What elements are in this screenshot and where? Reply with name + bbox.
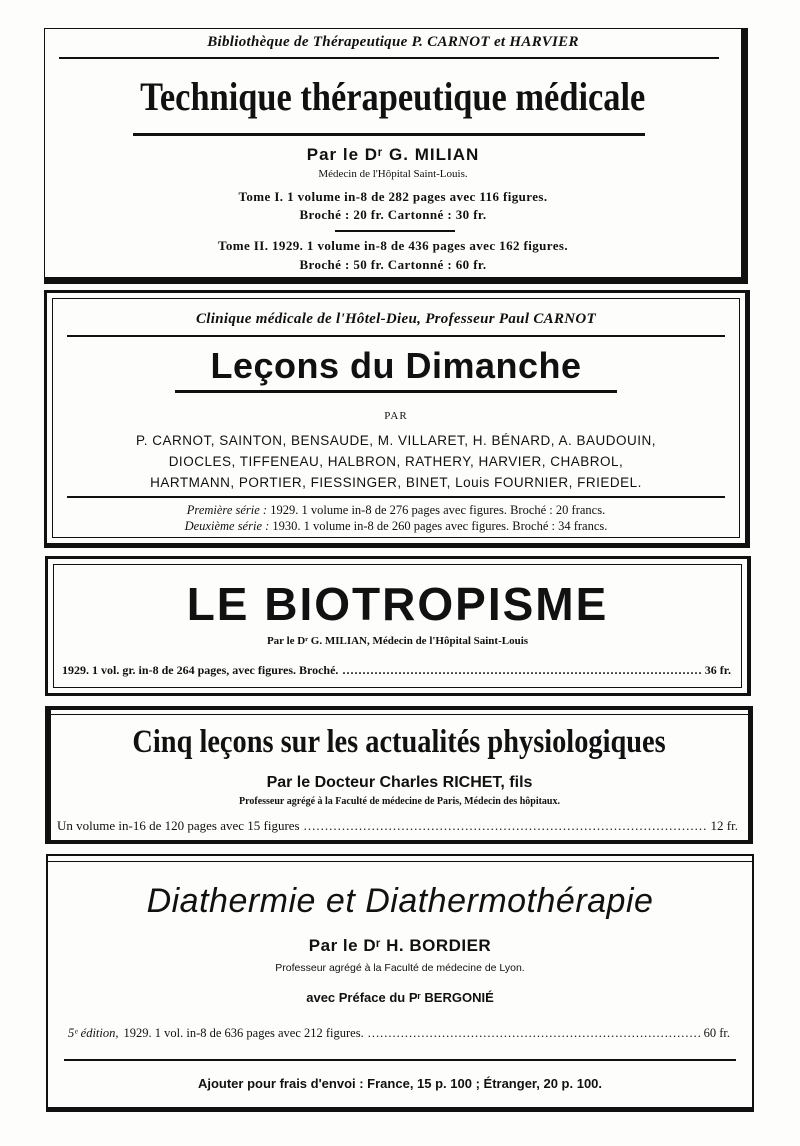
ad1-divider — [335, 230, 455, 232]
ad-diathermie — [46, 854, 754, 1112]
ad2-authors-line3: HARTMANN, PORTIER, FIESSINGER, BINET, Louis FOURNIER, FRIEDEL. — [150, 475, 642, 490]
ad2-series: Clinique médicale de l'Hôtel-Dieu, Professeur Paul CARNOT — [195, 311, 596, 327]
ad5-shipping: Ajouter pour frais d'envoi : France, 15 p. 100 ; Étranger, 20 p. 100. — [197, 1076, 603, 1091]
ad5-affiliation: Professeur agrégé à la Faculté de médecine de Lyon. — [275, 962, 525, 974]
ad1-series-rule — [59, 57, 719, 59]
ad4-author: Par le Docteur Charles RICHET, fils — [266, 774, 533, 791]
ad2-par: PAR — [384, 410, 408, 422]
ad4-top-rule — [51, 714, 748, 715]
ad1-author: Par le Dʳ G. MILIAN — [306, 145, 480, 164]
ad2-authors-line2: DIOCLES, TIFFENEAU, HALBRON, RATHERY, HARVIER, CHABROL, — [168, 454, 624, 469]
ad5-preface: avec Préface du Pʳ BERGONIÉ — [306, 990, 494, 1005]
ad5-top-rule — [48, 861, 752, 862]
ad5-edition-label: 5ᵉ édition, — [68, 1026, 119, 1040]
ad1-affiliation: Médecin de l'Hôpital Saint-Louis. — [318, 168, 468, 180]
ad3-leader-dots — [342, 663, 700, 678]
ad2-bottom-rule — [67, 496, 725, 498]
ad2-serie2-text: 1930. 1 volume in-8 de 260 pages avec figures. Broché : 34 francs. — [272, 519, 608, 533]
ad1-series: Bibliothèque de Thérapeutique P. CARNOT et HARVIER — [207, 34, 579, 50]
ad1-title — [45, 73, 741, 120]
ad3-title: LE BIOTROPISME — [186, 578, 609, 630]
ad2-serie1-label: Première série : — [186, 503, 268, 517]
ad2-title-rule — [175, 390, 617, 393]
ad3-price: 36 fr. — [704, 663, 731, 677]
ad2-serie1-text: 1929. 1 volume in-8 de 276 pages avec figures. Broché : 20 francs. — [270, 503, 606, 517]
ad1-tome2-line1: Tome II. 1929. 1 volume in-8 de 436 pages avec 162 figures. — [217, 238, 569, 253]
ad5-title: Diathermie et Diathermothérapie — [146, 882, 654, 920]
ad1-tome1-line2: Broché : 20 fr. Cartonné : 30 fr. — [299, 207, 487, 222]
ad1-title-text: Technique thérapeutique médicale — [140, 74, 646, 119]
ad5-price: 60 fr. — [703, 1026, 730, 1040]
ad4-leader-dots — [304, 818, 707, 834]
ad4-edition-row — [57, 818, 738, 834]
ad-lecons-du-dimanche — [44, 290, 750, 548]
ad2-serie2-label: Deuxième série : — [184, 519, 270, 533]
ad5-bottom-rule — [64, 1059, 736, 1061]
ad4-title — [51, 724, 748, 761]
ad-technique-therapeutique — [44, 28, 748, 284]
ad2-serie2 — [47, 519, 745, 534]
ad2-serie1 — [47, 503, 745, 518]
ad3-edition-row — [62, 663, 731, 678]
ad4-title-text: Cinq leçons sur les actualités physiologiques — [132, 724, 667, 760]
ad-biotropisme — [45, 556, 751, 696]
ad1-tome1-line1: Tome I. 1 volume in-8 de 282 pages avec 116 figures. — [238, 189, 548, 204]
ad4-price: 12 fr. — [710, 818, 738, 833]
ad5-leader-dots — [368, 1026, 700, 1041]
ad2-authors-line1: P. CARNOT, SAINTON, BENSAUDE, M. VILLARET, H. BÉNARD, A. BAUDOUIN, — [135, 433, 657, 448]
ad4-affiliation: Professeur agrégé à la Faculté de médecine de Paris, Médecin des hôpitaux. — [239, 796, 560, 807]
ad1-tome2-line2: Broché : 50 fr. Cartonné : 60 fr. — [299, 257, 487, 272]
ad3-edition: 1929. 1 vol. gr. in-8 de 264 pages, avec figures. Broché. — [62, 663, 339, 677]
ad1-title-rule — [133, 133, 645, 136]
ad2-title: Leçons du Dimanche — [210, 345, 582, 386]
ad5-edition: 1929. 1 vol. in-8 de 636 pages avec 212 figures. — [123, 1026, 364, 1040]
ad2-series-rule — [67, 335, 725, 337]
ad5-edition-row — [68, 1026, 730, 1041]
ad5-author: Par le Dʳ H. BORDIER — [308, 936, 492, 955]
ad3-author: Par le Dʳ G. MILIAN, Médecin de l'Hôpital Saint-Louis — [266, 635, 529, 647]
ad-cinq-lecons — [45, 706, 753, 844]
ad4-edition: Un volume in-16 de 120 pages avec 15 figures — [57, 818, 300, 833]
